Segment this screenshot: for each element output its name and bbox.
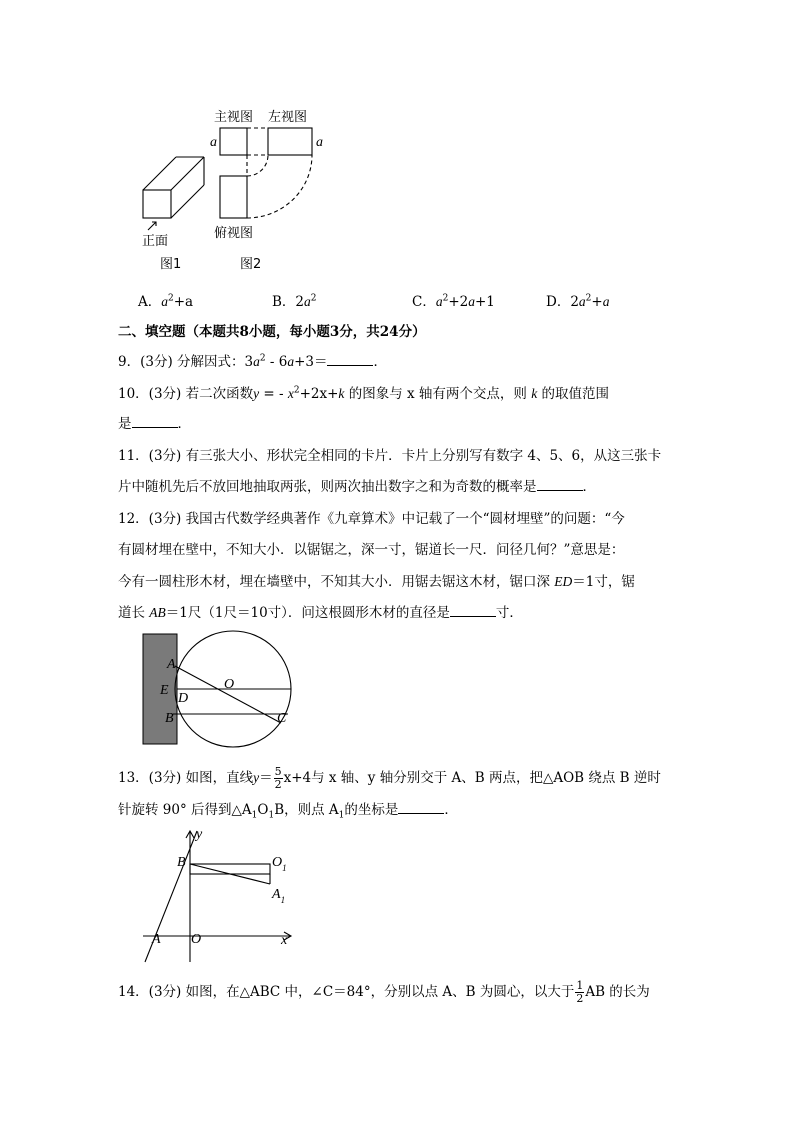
left-view-label: 左视图 xyxy=(268,110,308,125)
top-view-label: 俯视图 xyxy=(214,226,254,241)
answer-blank xyxy=(537,478,583,491)
question-12-line4: 道长 AB＝1尺（1尺＝10寸）．问这根圆形木材的直径是 寸． xyxy=(118,605,523,621)
answer-blank xyxy=(450,604,496,617)
point-b-axes: B xyxy=(177,855,186,870)
question-13-line2: 针旋转 90° 后得到$\triangle A_1O_1B$，则点 $A_1$的坐标是 ． xyxy=(118,802,458,821)
question-11-line2: 片中随机先后不放回地抽取两张，则两次抽出数字之和为奇数的概率是 ． xyxy=(118,479,596,495)
point-o: O xyxy=(224,677,235,692)
question-11: 11．(3分) 有三张大小、形状完全相同的卡片．卡片上分别写有数字 4、5、6，从这三张卡 xyxy=(118,448,662,464)
point-a1: $A_1$ xyxy=(272,887,286,905)
point-b: B xyxy=(165,711,174,726)
axis-y-label: y xyxy=(196,827,203,842)
section-title: 二、填空题（本题共8小题，每小题3分，共24分） xyxy=(118,324,426,340)
fig1-caption: 图1 xyxy=(160,257,182,272)
option-a: A．$a^2+a$ xyxy=(138,293,194,310)
question-14: 14．(3分) 如图，在△ABC 中，∠C＝84°，分别以点 A、B 为圆心，以大于 $\frac{1}{2}$ AB 的长为 xyxy=(118,979,650,1005)
cuboid-drawing xyxy=(143,157,204,230)
point-c: C xyxy=(277,711,287,726)
coordinate-figure xyxy=(135,826,300,966)
question-10-line2: 是 ． xyxy=(118,416,191,432)
point-e: E xyxy=(160,683,169,698)
question-12: 12．(3分) 我国古代数学经典著作《九章算术》中记载了一个“圆材埋壁”的问题：“今 xyxy=(118,511,625,527)
main-view-label: 主视图 xyxy=(214,110,254,125)
axis-x-label: x xyxy=(281,933,288,948)
point-d: D xyxy=(178,691,189,706)
answer-blank xyxy=(398,801,444,814)
side-a-label-left: a xyxy=(210,135,217,150)
circle-wall-figure xyxy=(140,630,310,750)
answer-blank xyxy=(327,353,373,366)
views-drawing xyxy=(220,128,312,218)
fraction-1-2: $\frac{1}{2}$ xyxy=(576,979,584,1005)
side-a-label-right: a xyxy=(316,135,323,150)
option-b: B．$2a^2$ xyxy=(272,293,317,310)
option-d: D．$2a^2+a$ xyxy=(546,293,610,310)
origin-o: O xyxy=(191,932,202,947)
question-9: 9．(3分) 分解因式：$3a^2 - 6a+3=$ ． xyxy=(118,353,387,370)
answer-blank xyxy=(132,415,178,428)
question-13: 13．(3分) 如图，直线y＝ $\frac{5}{2}$ x+4与 x 轴、y 轴分别交于 A、B 两点，把△AOB 绕点 B 逆时 xyxy=(118,765,661,791)
option-c: C．$a^2+2a+1$ xyxy=(412,293,495,310)
fraction-5-2: $\frac{5}{2}$ xyxy=(274,765,282,791)
three-view-figure xyxy=(130,100,340,275)
front-face-label: 正面 xyxy=(142,234,169,249)
point-o1: $O_1$ xyxy=(272,855,287,873)
point-a-axes: A xyxy=(152,932,161,947)
point-a: A xyxy=(167,657,176,672)
question-12-line3: 今有一圆柱形木材，埋在墙壁中，不知其大小．用锯去锯这木材，锯口深 ED＝1寸，锯 xyxy=(118,574,635,590)
question-10: 10．(3分) 若二次函数y = - $x^2+2x+k$ 的图象与 x 轴有两个交点，则 k 的取值范围 xyxy=(118,385,609,402)
fig2-caption: 图2 xyxy=(240,257,262,272)
question-12-line2: 有圆材埋在壁中，不知大小．以锯锯之，深一寸，锯道长一尺．问径几何？”意思是： xyxy=(118,542,625,558)
